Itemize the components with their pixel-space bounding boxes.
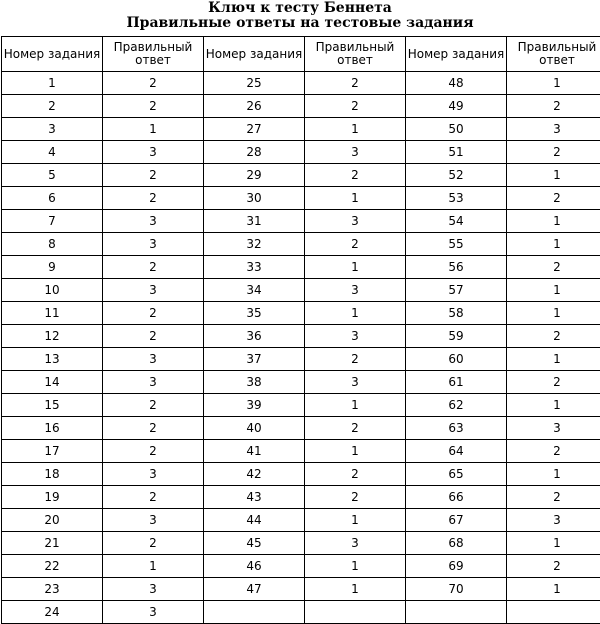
- table-row: [2, 486, 600, 509]
- task-number-cell: 59: [406, 325, 507, 348]
- table-row: [2, 348, 600, 371]
- task-number-cell: 43: [204, 486, 305, 509]
- correct-answer-cell: 2: [305, 417, 406, 440]
- task-number-cell: 26: [204, 95, 305, 118]
- task-number-cell: 60: [406, 348, 507, 371]
- task-number-cell: 21: [2, 532, 103, 555]
- task-number-cell: 28: [204, 141, 305, 164]
- correct-answer-cell: 3: [103, 210, 204, 233]
- table-row: [2, 463, 600, 486]
- correct-answer-cell: 2: [507, 187, 600, 210]
- task-number-cell: 22: [2, 555, 103, 578]
- correct-answer-cell: 1: [507, 279, 600, 302]
- correct-answer-cell: 1: [103, 118, 204, 141]
- table-row: [2, 325, 600, 348]
- correct-answer-cell: 3: [305, 141, 406, 164]
- task-number-cell: 50: [406, 118, 507, 141]
- correct-answer-cell: 1: [103, 555, 204, 578]
- task-number-cell: 16: [2, 417, 103, 440]
- task-number-cell: 67: [406, 509, 507, 532]
- task-number-cell: 40: [204, 417, 305, 440]
- correct-answer-cell: 2: [103, 164, 204, 187]
- table-row: [2, 233, 600, 256]
- table-row: [2, 72, 600, 95]
- task-number-cell: 7: [2, 210, 103, 233]
- task-number-cell: 44: [204, 509, 305, 532]
- correct-answer-cell: 1: [507, 210, 600, 233]
- correct-answer-cell: 1: [507, 578, 600, 601]
- correct-answer-cell: 3: [103, 509, 204, 532]
- correct-answer-cell: 1: [305, 118, 406, 141]
- correct-answer-cell: 2: [305, 164, 406, 187]
- task-number-cell: 61: [406, 371, 507, 394]
- correct-answer-cell: 1: [507, 348, 600, 371]
- correct-answer-cell: 3: [103, 233, 204, 256]
- correct-answer-cell: 2: [103, 325, 204, 348]
- correct-answer-cell: 2: [103, 187, 204, 210]
- task-number-cell: 20: [2, 509, 103, 532]
- correct-answer-cell: 1: [507, 394, 600, 417]
- table-row: [2, 394, 600, 417]
- correct-answer-cell: 1: [305, 187, 406, 210]
- title-line-2: Правильные ответы на тестовые задания: [0, 16, 600, 31]
- task-number-cell: 9: [2, 256, 103, 279]
- task-number-cell: 42: [204, 463, 305, 486]
- task-number-cell: 19: [2, 486, 103, 509]
- correct-answer-cell: 1: [507, 164, 600, 187]
- task-number-cell: [406, 601, 507, 624]
- task-number-cell: 55: [406, 233, 507, 256]
- task-number-cell: 23: [2, 578, 103, 601]
- table-row: [2, 118, 600, 141]
- correct-answer-cell: 3: [103, 141, 204, 164]
- task-number-cell: 57: [406, 279, 507, 302]
- correct-answer-cell: 3: [305, 210, 406, 233]
- correct-answer-cell: [507, 601, 600, 624]
- correct-answer-cell: 2: [103, 417, 204, 440]
- task-number-cell: 25: [204, 72, 305, 95]
- title-line-1: Ключ к тесту Беннета: [0, 1, 600, 16]
- correct-answer-cell: 2: [103, 532, 204, 555]
- correct-answer-cell: 2: [507, 371, 600, 394]
- correct-answer-cell: 3: [103, 601, 204, 624]
- task-number-cell: 12: [2, 325, 103, 348]
- correct-answer-cell: 1: [305, 578, 406, 601]
- task-number-cell: 17: [2, 440, 103, 463]
- correct-answer-cell: 1: [305, 440, 406, 463]
- correct-answer-cell: 3: [305, 325, 406, 348]
- table-row: [2, 578, 600, 601]
- task-number-cell: 68: [406, 532, 507, 555]
- task-number-cell: 41: [204, 440, 305, 463]
- correct-answer-cell: 3: [305, 532, 406, 555]
- correct-answer-cell: 2: [507, 95, 600, 118]
- correct-answer-cell: 1: [507, 72, 600, 95]
- task-number-cell: 34: [204, 279, 305, 302]
- correct-answer-cell: 2: [507, 555, 600, 578]
- correct-answer-cell: 3: [305, 279, 406, 302]
- task-number-cell: 13: [2, 348, 103, 371]
- task-number-cell: 52: [406, 164, 507, 187]
- correct-answer-cell: 3: [103, 279, 204, 302]
- task-number-cell: 2: [2, 95, 103, 118]
- task-number-cell: 18: [2, 463, 103, 486]
- correct-answer-cell: 1: [305, 302, 406, 325]
- header-correct-answer: Правильный ответ: [507, 37, 600, 72]
- correct-answer-cell: 2: [103, 394, 204, 417]
- task-number-cell: 53: [406, 187, 507, 210]
- table-row: [2, 95, 600, 118]
- correct-answer-cell: 2: [103, 302, 204, 325]
- task-number-cell: 15: [2, 394, 103, 417]
- correct-answer-cell: 2: [103, 440, 204, 463]
- task-number-cell: 46: [204, 555, 305, 578]
- table-row: [2, 210, 600, 233]
- correct-answer-cell: 3: [305, 371, 406, 394]
- task-number-cell: [204, 601, 305, 624]
- correct-answer-cell: 2: [507, 486, 600, 509]
- correct-answer-cell: 1: [507, 463, 600, 486]
- task-number-cell: 63: [406, 417, 507, 440]
- task-number-cell: 5: [2, 164, 103, 187]
- table-row: [2, 509, 600, 532]
- task-number-cell: 8: [2, 233, 103, 256]
- task-number-cell: 58: [406, 302, 507, 325]
- correct-answer-cell: 2: [305, 463, 406, 486]
- header-correct-answer: Правильный ответ: [305, 37, 406, 72]
- correct-answer-cell: 3: [103, 578, 204, 601]
- correct-answer-cell: 2: [103, 72, 204, 95]
- correct-answer-cell: 2: [507, 256, 600, 279]
- table-row: [2, 601, 600, 624]
- correct-answer-cell: 2: [103, 486, 204, 509]
- header-task-number: Номер задания: [2, 37, 103, 72]
- task-number-cell: 62: [406, 394, 507, 417]
- correct-answer-cell: [305, 601, 406, 624]
- task-number-cell: 27: [204, 118, 305, 141]
- correct-answer-cell: 1: [305, 555, 406, 578]
- header-task-number: Номер задания: [406, 37, 507, 72]
- task-number-cell: 69: [406, 555, 507, 578]
- correct-answer-cell: 2: [507, 325, 600, 348]
- correct-answer-cell: 2: [507, 440, 600, 463]
- table-row: [2, 555, 600, 578]
- correct-answer-cell: 2: [305, 95, 406, 118]
- answer-key-table: [1, 36, 600, 624]
- table-row: [2, 371, 600, 394]
- correct-answer-cell: 2: [305, 486, 406, 509]
- correct-answer-cell: 3: [507, 417, 600, 440]
- table-row: [2, 302, 600, 325]
- task-number-cell: 31: [204, 210, 305, 233]
- correct-answer-cell: 2: [305, 348, 406, 371]
- task-number-cell: 48: [406, 72, 507, 95]
- correct-answer-cell: 2: [305, 72, 406, 95]
- correct-answer-cell: 2: [103, 256, 204, 279]
- task-number-cell: 24: [2, 601, 103, 624]
- table-row: [2, 440, 600, 463]
- task-number-cell: 30: [204, 187, 305, 210]
- table-row: [2, 141, 600, 164]
- document-title: [0, 1, 600, 31]
- table-row: [2, 187, 600, 210]
- task-number-cell: 49: [406, 95, 507, 118]
- task-number-cell: 39: [204, 394, 305, 417]
- correct-answer-cell: 3: [507, 118, 600, 141]
- correct-answer-cell: 1: [305, 509, 406, 532]
- header-correct-answer: Правильный ответ: [103, 37, 204, 72]
- table-body: [2, 72, 600, 624]
- header-task-number: Номер задания: [204, 37, 305, 72]
- table-row: [2, 256, 600, 279]
- task-number-cell: 66: [406, 486, 507, 509]
- task-number-cell: 3: [2, 118, 103, 141]
- task-number-cell: 45: [204, 532, 305, 555]
- correct-answer-cell: 1: [305, 394, 406, 417]
- table-row: [2, 532, 600, 555]
- header-row: [2, 37, 600, 72]
- task-number-cell: 4: [2, 141, 103, 164]
- task-number-cell: 10: [2, 279, 103, 302]
- task-number-cell: 38: [204, 371, 305, 394]
- task-number-cell: 65: [406, 463, 507, 486]
- correct-answer-cell: 1: [507, 233, 600, 256]
- correct-answer-cell: 3: [507, 509, 600, 532]
- task-number-cell: 47: [204, 578, 305, 601]
- table-row: [2, 164, 600, 187]
- correct-answer-cell: 2: [507, 141, 600, 164]
- task-number-cell: 54: [406, 210, 507, 233]
- task-number-cell: 33: [204, 256, 305, 279]
- task-number-cell: 70: [406, 578, 507, 601]
- task-number-cell: 29: [204, 164, 305, 187]
- correct-answer-cell: 1: [507, 532, 600, 555]
- task-number-cell: 36: [204, 325, 305, 348]
- table-row: [2, 417, 600, 440]
- task-number-cell: 11: [2, 302, 103, 325]
- correct-answer-cell: 2: [103, 95, 204, 118]
- task-number-cell: 64: [406, 440, 507, 463]
- task-number-cell: 32: [204, 233, 305, 256]
- correct-answer-cell: 1: [507, 302, 600, 325]
- task-number-cell: 37: [204, 348, 305, 371]
- task-number-cell: 1: [2, 72, 103, 95]
- correct-answer-cell: 2: [305, 233, 406, 256]
- task-number-cell: 51: [406, 141, 507, 164]
- task-number-cell: 6: [2, 187, 103, 210]
- correct-answer-cell: 3: [103, 348, 204, 371]
- table-row: [2, 279, 600, 302]
- correct-answer-cell: 1: [305, 256, 406, 279]
- correct-answer-cell: 3: [103, 371, 204, 394]
- task-number-cell: 35: [204, 302, 305, 325]
- task-number-cell: 56: [406, 256, 507, 279]
- correct-answer-cell: 3: [103, 463, 204, 486]
- task-number-cell: 14: [2, 371, 103, 394]
